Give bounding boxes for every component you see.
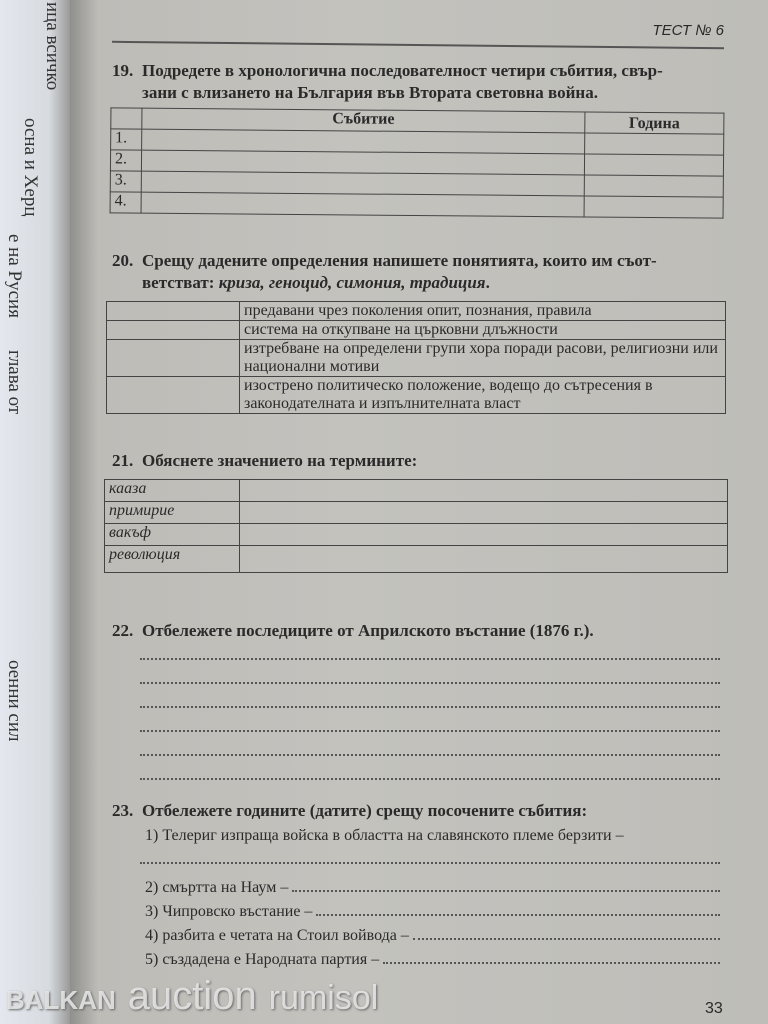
question-text: Отбележете последиците от Априлското въстание (1876 г.). bbox=[142, 621, 594, 640]
table-row bbox=[105, 546, 728, 573]
question-number: 19. bbox=[112, 61, 134, 80]
meaning-cell[interactable] bbox=[240, 524, 728, 546]
year-cell[interactable] bbox=[584, 196, 723, 218]
left-page-fragment: осна и Херц bbox=[20, 118, 41, 217]
left-page-fragment: оенни сил bbox=[4, 660, 25, 742]
event-text: 5) създадена е Народната партия – bbox=[145, 951, 380, 968]
event-text: 1) Телериг изпраща войска в областта на славянското племе берзити – bbox=[145, 827, 624, 844]
question-number: 23. bbox=[112, 801, 134, 820]
header-event: Събитие bbox=[142, 108, 585, 133]
event-item bbox=[145, 878, 720, 897]
terms-list: криза, геноцид, симония, традиция bbox=[218, 273, 486, 292]
answer-line[interactable] bbox=[413, 926, 720, 940]
question-number: 21. bbox=[112, 451, 134, 470]
event-text: 2) смъртта на Наум – bbox=[145, 879, 289, 896]
row-number: 2. bbox=[110, 150, 141, 171]
answer-line[interactable] bbox=[140, 682, 720, 684]
question-number: 20. bbox=[112, 251, 134, 270]
answer-cell[interactable] bbox=[107, 321, 240, 340]
question-text: Отбележете годините (датите) срещу посочените събития: bbox=[142, 801, 588, 820]
answer-line[interactable] bbox=[140, 730, 720, 732]
meaning-cell[interactable] bbox=[240, 502, 728, 524]
definitions-table bbox=[106, 301, 726, 414]
watermark-line: BALKAN bbox=[6, 985, 116, 1015]
test-label: ТЕСТ № 6 bbox=[652, 22, 724, 39]
answer-cell[interactable] bbox=[107, 302, 240, 321]
answer-line[interactable] bbox=[140, 754, 720, 756]
header-cell bbox=[111, 108, 142, 129]
left-page bbox=[0, 0, 70, 1024]
row-number: 1. bbox=[111, 129, 142, 150]
left-page-fragment: е на Русия bbox=[4, 234, 25, 318]
terms-table bbox=[104, 479, 728, 573]
term-cell: примирие bbox=[105, 502, 240, 524]
definition-cell: изтребване на определени групи хора поради расови, религиозни или национални мотиви bbox=[240, 340, 726, 377]
question-23 bbox=[112, 800, 727, 822]
meaning-cell[interactable] bbox=[240, 546, 728, 573]
question-text: Подредете в хронологична последователност четири събития, свър- bbox=[142, 61, 663, 80]
answer-line[interactable] bbox=[140, 862, 720, 864]
year-cell[interactable] bbox=[584, 175, 723, 197]
answer-cell[interactable] bbox=[107, 377, 240, 414]
table-row bbox=[105, 502, 728, 524]
watermark-line: rumisol bbox=[268, 979, 379, 1017]
page-number: 33 bbox=[705, 1000, 723, 1017]
table-row bbox=[107, 377, 726, 414]
answer-line[interactable] bbox=[140, 778, 720, 780]
answer-line[interactable] bbox=[140, 706, 720, 708]
term-cell: вакъф bbox=[105, 524, 240, 546]
year-cell[interactable] bbox=[584, 154, 723, 176]
punctuation: . bbox=[485, 273, 490, 292]
table-row bbox=[107, 340, 726, 377]
watermark bbox=[6, 976, 378, 1016]
table-row bbox=[105, 524, 728, 546]
left-page-fragment: глава от bbox=[4, 350, 25, 415]
event-text: 4) разбита е четата на Стоил войвода – bbox=[145, 927, 409, 944]
row-number: 4. bbox=[110, 192, 141, 213]
event-item bbox=[145, 902, 720, 921]
question-text: Срещу дадените определения напишете понятията, които им съот- bbox=[142, 251, 657, 270]
answer-line[interactable] bbox=[292, 878, 720, 892]
event-text: 3) Чипровско въстание – bbox=[145, 903, 313, 920]
year-cell[interactable] bbox=[585, 133, 724, 155]
event-item bbox=[145, 926, 720, 945]
question-22 bbox=[112, 620, 727, 642]
question-text: Обяснете значението на термините: bbox=[142, 451, 418, 470]
question-number: 22. bbox=[112, 621, 134, 640]
answer-cell[interactable] bbox=[107, 340, 240, 377]
definition-cell: система на откупване на църковни длъжности bbox=[240, 321, 726, 340]
answer-line[interactable] bbox=[383, 950, 720, 964]
table-row bbox=[105, 480, 728, 502]
definition-cell: предавани чрез поколения опит, познания, правила bbox=[240, 302, 726, 321]
event-cell[interactable] bbox=[141, 192, 584, 217]
table-row bbox=[107, 302, 726, 321]
answer-line[interactable] bbox=[140, 658, 720, 660]
event-item bbox=[145, 950, 720, 969]
question-text: ветстват: bbox=[142, 273, 219, 292]
question-20 bbox=[112, 250, 727, 294]
meaning-cell[interactable] bbox=[240, 480, 728, 502]
table-row bbox=[107, 321, 726, 340]
row-number: 3. bbox=[110, 171, 141, 192]
question-21 bbox=[112, 450, 727, 472]
term-cell: революция bbox=[105, 546, 240, 573]
question-19 bbox=[112, 60, 727, 104]
definition-cell: изострено политическо положение, водещо до сътресения в законодателната и изпълнителната власт bbox=[240, 377, 726, 414]
answer-line[interactable] bbox=[316, 902, 720, 916]
events-table bbox=[110, 107, 725, 218]
watermark-line: auction bbox=[127, 974, 257, 1018]
left-page-fragment: ица всичко bbox=[42, 2, 63, 91]
event-item bbox=[145, 826, 720, 845]
question-text: зани с влизането на България във Втората световна война. bbox=[142, 83, 598, 102]
term-cell: кааза bbox=[105, 480, 240, 502]
header-year: Година bbox=[585, 112, 724, 134]
